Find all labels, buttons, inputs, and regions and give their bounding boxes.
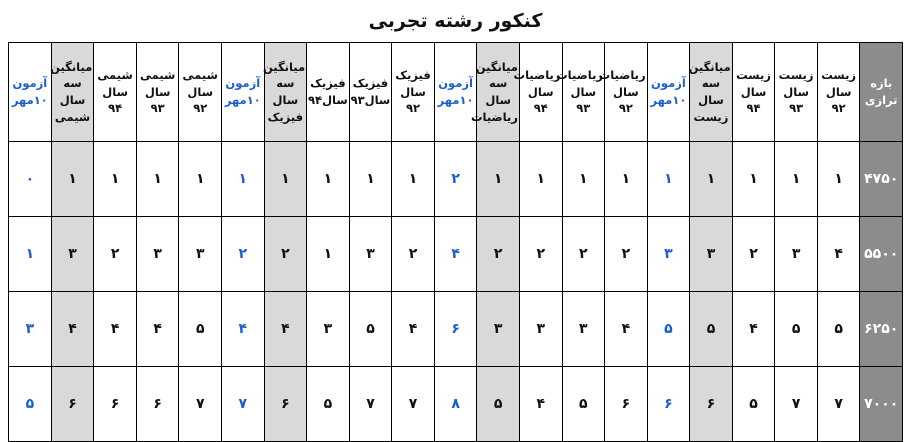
- table-cell: ۱: [349, 142, 392, 217]
- column-header-line: میانگین سه سال: [688, 59, 731, 107]
- table-cell: ۳: [307, 292, 350, 367]
- table-cell: ۵: [307, 367, 350, 442]
- column-header-line: سال ۹۴: [527, 84, 554, 116]
- column-header-line: سال ۹۲: [825, 84, 852, 116]
- column-header-riazi92: [598, 43, 648, 142]
- column-header-line: سال۹۳: [350, 93, 391, 107]
- table-cell: ۱: [392, 142, 435, 217]
- table-cell: ۶: [605, 367, 648, 442]
- column-header-line: فیزیک: [395, 67, 431, 82]
- column-header-fizik_mean: [264, 43, 307, 142]
- table-cell: ۲: [264, 217, 307, 292]
- column-header-line: ریاضیات: [598, 67, 646, 82]
- table-cell: ۱: [647, 142, 690, 217]
- table-cell: ۳: [690, 217, 733, 292]
- column-header-line: سال ۹۴: [102, 84, 128, 116]
- table-row: [9, 142, 903, 217]
- konkur-score-table: [8, 42, 903, 442]
- column-header-line: سال۹۴: [308, 93, 348, 107]
- table-cell: ۱: [775, 142, 818, 217]
- table-cell: ۱: [732, 142, 775, 217]
- table-cell: ۴: [136, 292, 179, 367]
- table-container: [0, 42, 911, 442]
- column-header-line: ریاضیات: [513, 67, 561, 82]
- table-cell: ۷: [349, 367, 392, 442]
- table-cell: ۳: [179, 217, 222, 292]
- column-header-line: شیمی: [54, 109, 91, 124]
- table-cell: ۵: [179, 292, 222, 367]
- table-cell: ۴: [732, 292, 775, 367]
- table-cell: ۵: [477, 367, 520, 442]
- column-header-line: ریاضیات: [556, 67, 604, 82]
- table-cell: ۱: [562, 142, 605, 217]
- table-cell: ۲: [732, 217, 775, 292]
- column-header-line: زیست: [693, 109, 729, 124]
- column-header-line: میانگین سه سال: [262, 59, 306, 107]
- table-cell: ۵: [9, 367, 52, 442]
- column-header-riazi93: [556, 43, 605, 142]
- table-header: [9, 43, 903, 142]
- table-cell: ۴: [605, 292, 648, 367]
- table-cell: ۲: [434, 142, 477, 217]
- table-cell: ۳: [349, 217, 392, 292]
- column-header-line: سال ۹۴: [740, 84, 767, 116]
- table-cell: ۷: [392, 367, 435, 442]
- column-header-line: سال ۹۲: [613, 84, 639, 116]
- table-cell: ۴: [264, 292, 307, 367]
- table-cell: ۲: [605, 217, 648, 292]
- table-cell: ۶: [647, 367, 690, 442]
- column-header-line: ۱۰مهر: [11, 93, 48, 107]
- column-header-line: سال ۹۳: [144, 84, 171, 116]
- score-range-cell: ۵۵۰۰: [860, 217, 903, 292]
- table-cell: ۲: [562, 217, 605, 292]
- table-cell: ۰: [9, 142, 52, 217]
- column-header-line: ۱۰مهر: [650, 93, 687, 107]
- table-cell: ۱: [136, 142, 179, 217]
- table-cell: ۱: [264, 142, 307, 217]
- table-cell: ۶: [136, 367, 179, 442]
- column-header-zist94: [732, 43, 775, 142]
- table-cell: ۱: [307, 142, 350, 217]
- column-header-line: شیمی: [139, 67, 176, 82]
- table-cell: ۵: [562, 367, 605, 442]
- column-header-line: فیزیک: [310, 76, 346, 91]
- table-cell: ۴: [817, 217, 860, 292]
- table-cell: ۳: [562, 292, 605, 367]
- table-cell: ۱: [179, 142, 222, 217]
- page-title: کنکور رشته تجربی: [368, 10, 543, 32]
- table-cell: ۷: [775, 367, 818, 442]
- column-header-line: آزمون: [438, 76, 473, 91]
- column-header-riazi_azmoon: [434, 43, 477, 142]
- table-cell: ۳: [519, 292, 562, 367]
- column-header-riazi94: [513, 43, 562, 142]
- table-cell: ۳: [477, 292, 520, 367]
- table-body: [9, 142, 903, 442]
- column-header-zist93: [775, 43, 818, 142]
- table-cell: ۱: [519, 142, 562, 217]
- table-cell: ۲: [94, 217, 137, 292]
- table-cell: ۳: [9, 292, 52, 367]
- table-cell: ۶: [690, 367, 733, 442]
- table-cell: ۱: [9, 217, 52, 292]
- table-cell: ۳: [647, 217, 690, 292]
- table-cell: ۳: [51, 217, 94, 292]
- column-header-line: ریاضیات: [470, 109, 518, 124]
- table-cell: ۵: [647, 292, 690, 367]
- table-cell: ۵: [349, 292, 392, 367]
- column-header-fizik93: [349, 43, 392, 142]
- table-cell: ۷: [222, 367, 265, 442]
- table-cell: ۱: [690, 142, 733, 217]
- column-header-line: زیست: [736, 67, 771, 82]
- table-cell: ۱: [222, 142, 265, 217]
- table-row: [9, 217, 903, 292]
- column-header-fizik92: [392, 43, 435, 142]
- table-cell: ۳: [775, 217, 818, 292]
- column-header-line: ۱۰مهر: [437, 93, 474, 107]
- column-header-riazi_mean: [470, 43, 520, 142]
- column-header-line: سال ۹۲: [187, 84, 214, 116]
- column-header-line: میانگین سه سال: [50, 59, 93, 107]
- column-header-line: آزمون: [12, 76, 48, 91]
- column-header-zist_azmoon: [647, 43, 690, 142]
- column-header-shimi_mean: [51, 43, 94, 142]
- column-header-line: فیزیک: [267, 109, 304, 124]
- table-cell: ۴: [222, 292, 265, 367]
- table-cell: ۸: [434, 367, 477, 442]
- column-header-line: زیست: [778, 67, 814, 82]
- table-cell: ۷: [179, 367, 222, 442]
- table-row: [9, 292, 903, 367]
- column-header-fizik_azmoon: [222, 43, 265, 142]
- table-cell: ۶: [94, 367, 137, 442]
- column-header-line: ۱۰مهر: [224, 93, 261, 107]
- column-header-line: زیست: [821, 67, 857, 82]
- column-header-line: شیمی: [97, 67, 133, 82]
- column-header-line: آزمون: [225, 76, 261, 91]
- table-cell: ۵: [732, 367, 775, 442]
- table-cell: ۲: [477, 217, 520, 292]
- table-cell: ۱: [51, 142, 94, 217]
- table-cell: ۱: [477, 142, 520, 217]
- column-header-line: سال ۹۳: [783, 84, 809, 116]
- table-cell: ۲: [519, 217, 562, 292]
- score-range-cell: ۴۷۵۰: [860, 142, 903, 217]
- column-header-line: میانگین سه سال: [475, 59, 518, 107]
- table-cell: ۵: [775, 292, 818, 367]
- column-header-line: بازه: [870, 76, 893, 91]
- table-row: [9, 367, 903, 442]
- column-header-line: شیمی: [182, 67, 218, 82]
- column-header-baze: [860, 43, 903, 142]
- score-range-cell: ۷۰۰۰: [860, 367, 903, 442]
- column-header-zist92: [817, 43, 860, 142]
- table-cell: ۵: [817, 292, 860, 367]
- column-header-shimi_azmoon: [9, 43, 52, 142]
- table-cell: ۴: [94, 292, 137, 367]
- table-cell: ۱: [94, 142, 137, 217]
- table-cell: ۶: [51, 367, 94, 442]
- column-header-line: آزمون: [651, 76, 686, 91]
- table-cell: ۶: [434, 292, 477, 367]
- table-cell: ۱: [817, 142, 860, 217]
- column-header-fizik94: [307, 43, 350, 142]
- table-cell: ۳: [136, 217, 179, 292]
- table-cell: ۴: [51, 292, 94, 367]
- table-cell: ۵: [690, 292, 733, 367]
- table-cell: ۱: [307, 217, 350, 292]
- table-cell: ۷: [817, 367, 860, 442]
- table-cell: ۴: [434, 217, 477, 292]
- column-header-zist_mean: [690, 43, 733, 142]
- table-cell: ۶: [264, 367, 307, 442]
- column-header-shimi94: [94, 43, 137, 142]
- column-header-line: سال ۹۲: [400, 84, 426, 116]
- table-cell: ۴: [519, 367, 562, 442]
- column-header-line: ترازی: [864, 93, 898, 107]
- score-range-cell: ۶۲۵۰: [860, 292, 903, 367]
- table-cell: ۴: [392, 292, 435, 367]
- table-cell: ۲: [222, 217, 265, 292]
- table-cell: ۲: [392, 217, 435, 292]
- column-header-shimi93: [136, 43, 179, 142]
- table-cell: ۱: [605, 142, 648, 217]
- table-header-row: [9, 43, 903, 142]
- column-header-shimi92: [179, 43, 222, 142]
- column-header-line: سال ۹۳: [570, 84, 597, 116]
- column-header-line: فیزیک: [352, 76, 389, 91]
